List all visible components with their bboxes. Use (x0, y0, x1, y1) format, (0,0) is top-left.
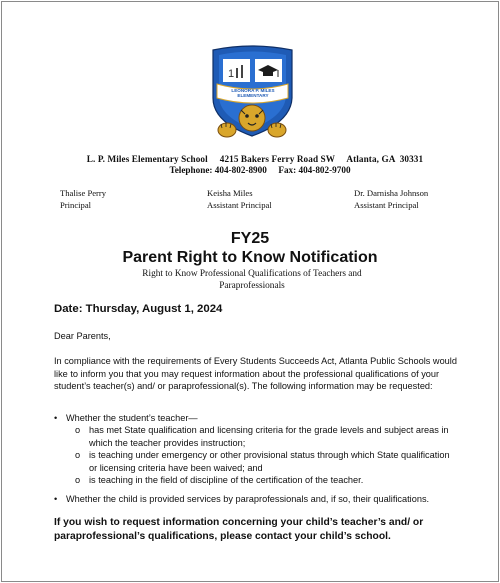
sub-item-text: is teaching under emergency or other provisional status through which State qualification or licensing criteria have been waived; and (89, 450, 450, 473)
bullet-text: Whether the child is provided services by paraprofessionals and, if so, their qualifications. (66, 494, 430, 504)
staff-name: Thalise Perry (60, 188, 107, 198)
crest-ribbon-text: LEONORA P. MILES ELEMENTARY (231, 88, 275, 99)
staff-role: Assistant Principal (354, 199, 419, 210)
staff-assistant-principal-1 (207, 188, 272, 211)
sub-item-text: has met State qualification and licensing criteria for the grade levels and subject areas in which the teacher provides instruction; (89, 425, 449, 448)
sub-item-text: is teaching in the field of discipline of the certification of the teacher. (89, 475, 364, 485)
school-address: L. P. Miles Elementary School 4215 Bakers Ferry Road SW Atlanta, GA 30331 (86, 154, 424, 164)
notice-date: Date: Thursday, August 1, 2024 (54, 303, 223, 315)
list-item-discipline (75, 474, 459, 487)
bullet-icon: • (54, 494, 58, 504)
list-item-teacher (54, 412, 480, 425)
svg-text:1: 1 (228, 68, 235, 80)
staff-principal (60, 188, 106, 211)
circle-bullet-icon: o (75, 425, 81, 435)
circle-bullet-icon: o (75, 475, 81, 485)
staff-name: Keisha Miles (207, 188, 253, 198)
bullet-icon: • (54, 413, 58, 423)
page-subtitle: Right to Know Professional Qualifications of Teachers and Paraprofessionals (142, 269, 362, 291)
staff-role: Assistant Principal (207, 199, 272, 210)
salutation: Dear Parents, (54, 331, 111, 341)
staff-role: Principal (60, 199, 92, 210)
list-item-criteria (75, 424, 459, 449)
fiscal-year-heading: FY25 (230, 230, 270, 247)
list-item-emergency-status (75, 449, 459, 474)
school-phone-fax: Telephone: 404-802-8900 Fax: 404-802-9700 (169, 165, 351, 175)
school-crest-logo (205, 44, 300, 144)
closing-statement: If you wish to request information concerning your child’s teacher’s and/ or paraprofessional’s qualifications, please contact your child’s school. (54, 517, 424, 542)
list-item-paraprofessionals (54, 493, 480, 506)
staff-assistant-principal-2 (354, 188, 428, 211)
circle-bullet-icon: o (75, 450, 81, 460)
staff-name: Dr. Darnisha Johnson (354, 188, 429, 198)
intro-paragraph: In compliance with the requirements of Every Students Succeeds Act, Atlanta Public Schools would like to inform you that you may request information about the professional qualifications of your student’s teacher(s) and/ or paraprofessional(s). The following information may be requested: (54, 356, 457, 392)
bullet-text: Whether the student’s teacher— (66, 413, 198, 423)
notification-page (1, 1, 499, 582)
page-title: Parent Right to Know Notification (122, 249, 378, 266)
